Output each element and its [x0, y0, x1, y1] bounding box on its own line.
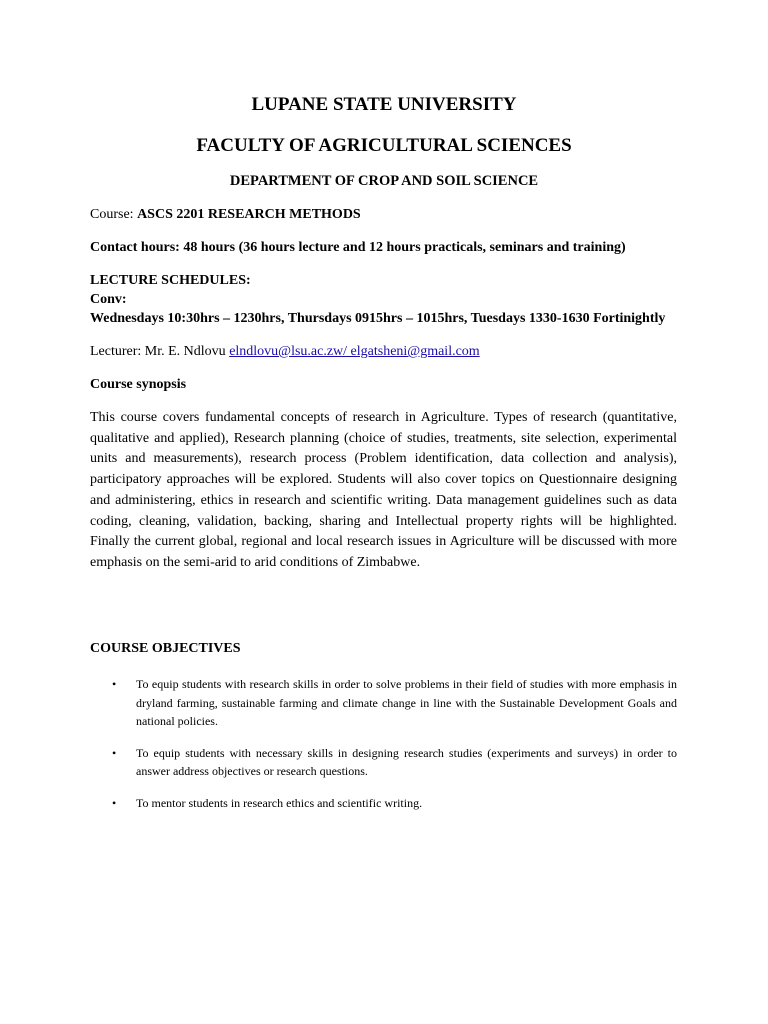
schedule-times: Wednesdays 10:30hrs – 1230hrs, Thursdays 0915hrs – 1015hrs, Tuesdays 1330-1630 Fortinightly [90, 311, 666, 326]
department-title: DEPARTMENT OF CROP AND SOIL SCIENCE [229, 173, 539, 189]
lecturer-label: Lecturer: Mr. E. Ndlovu [90, 344, 226, 359]
synopsis-paragraph: This course covers fundamental concepts of research in Agriculture. Types of research (quantitative, qualitative and applied), Research planning (choice of studies, treatments, site selection, experimental units and measurements), research process (Problem identification, data collection and analysis), participatory approaches will be explored. Students will also cover topics on Questionnaire designing and administering, ethics in research and scientific writing. Data management guidelines such as data coding, cleaning, validation, backing, sharing and Intellectual property rights will be highlighted. Finally the current global, regional and local research issues in Agriculture will be discussed with more emphasis on the semi-arid to arid conditions of Zimbabwe. [90, 410, 677, 570]
objectives-list [90, 675, 677, 812]
objectives-heading: COURSE OBJECTIVES [90, 641, 241, 656]
faculty-title: FACULTY OF AGRICULTURAL SCIENCES [196, 135, 572, 156]
objective-item [90, 675, 677, 731]
objective-text: To mentor students in research ethics and scientific writing. [136, 795, 423, 810]
objective-text: To equip students with research skills in order to solve problems in their field of studies with more emphasis in dryland farming, sustainable farming and climate change in line with the Sustainable Development Goals and national policies. [136, 677, 677, 728]
lecturer-email-link[interactable]: elndlovu@lsu.ac.zw/ elgatsheni@gmail.com [229, 344, 480, 359]
synopsis-heading: Course synopsis [90, 377, 187, 392]
university-title: LUPANE STATE UNIVERSITY [251, 94, 517, 115]
lecturer-line [90, 344, 480, 360]
objective-text: To equip students with necessary skills in designing research studies (experiments and surveys) in order to answer address objectives or research questions. [136, 745, 677, 778]
bullet-icon: • [112, 795, 117, 810]
bullet-icon: • [112, 677, 117, 691]
conv-label: Conv: [90, 292, 127, 307]
course-value: ASCS 2201 RESEARCH METHODS [137, 207, 361, 222]
contact-hours: Contact hours: 48 hours (36 hours lecture and 12 hours practicals, seminars and training) [90, 240, 626, 255]
bullet-icon: • [112, 745, 117, 760]
course-label: Course: [90, 207, 134, 222]
lecture-schedules-heading: LECTURE SCHEDULES: [90, 273, 251, 288]
objective-item [90, 794, 677, 813]
course-line [90, 207, 361, 223]
objective-item [90, 744, 677, 781]
